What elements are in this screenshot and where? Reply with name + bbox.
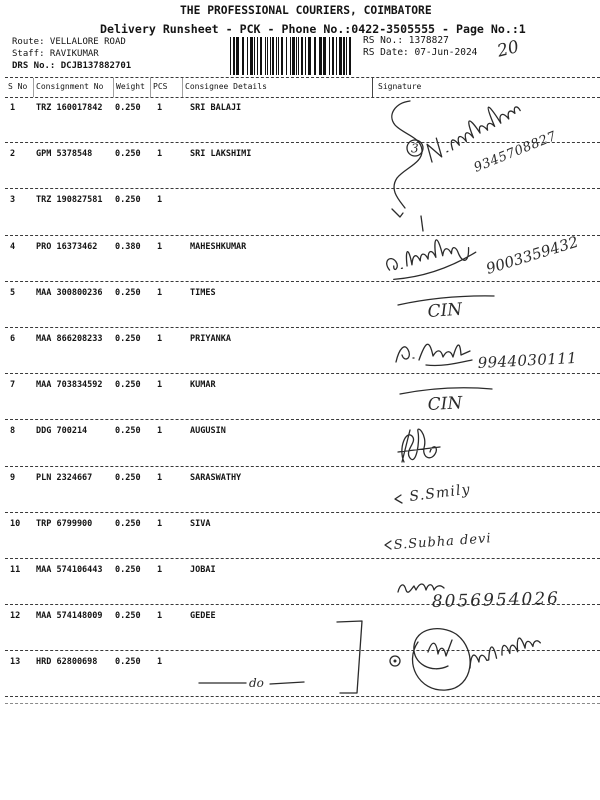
barcode-bar xyxy=(314,37,316,75)
pcs-cell: 1 xyxy=(157,287,163,298)
table-row xyxy=(0,143,600,189)
barcode-bar xyxy=(250,37,253,75)
consignee-cell: SIVA xyxy=(190,518,211,529)
barcode-bar xyxy=(242,37,244,75)
table-row xyxy=(0,513,600,559)
weight-cell: 0.250 xyxy=(115,333,141,344)
table-row xyxy=(0,559,600,605)
barcode-graphic xyxy=(228,37,355,75)
weight-cell: 0.250 xyxy=(115,195,141,206)
barcode-bar xyxy=(296,37,297,75)
sno-cell: 9 xyxy=(10,472,16,483)
pcs-cell: 1 xyxy=(157,657,163,668)
handwritten-page-mark: 20 xyxy=(495,36,522,62)
table-row xyxy=(0,236,600,282)
row9-handwritten-signature: S.Smily xyxy=(408,481,472,505)
row11-handwritten-phone: 8056954026 xyxy=(431,588,561,612)
table-row xyxy=(0,374,600,420)
barcode-bar xyxy=(343,37,345,75)
barcode-bar xyxy=(329,37,330,75)
barcode-bar xyxy=(233,37,235,75)
consignment-no-cell: MAA 703834592 xyxy=(36,380,103,391)
pcs-cell: 1 xyxy=(157,518,163,529)
consignment-no-cell: TRZ 160017842 xyxy=(36,103,103,113)
column-header-consignee: Consignee Details xyxy=(185,82,267,91)
staff-label: Staff: RAVIKUMAR xyxy=(12,49,99,59)
drs-number: DRS No.: DCJB137882701 xyxy=(12,61,132,71)
column-header-weight: Weight xyxy=(116,82,145,91)
route-label: Route: VELLALORE ROAD xyxy=(12,37,126,47)
barcode-bar xyxy=(272,37,274,75)
pcs-cell: 1 xyxy=(157,149,163,160)
sno-cell: 4 xyxy=(10,241,16,252)
consignment-no-cell: TRP 6799900 xyxy=(36,518,93,529)
consignment-no-cell: PRO 16373462 xyxy=(36,241,98,252)
barcode-bar xyxy=(230,37,231,75)
barcode-bar xyxy=(301,37,303,75)
company-title: THE PROFESSIONAL COURIERS, COIMBATORE xyxy=(180,4,432,17)
pcs-cell: 1 xyxy=(157,195,163,206)
consignee-cell: AUGUSIN xyxy=(190,426,226,437)
barcode-bar xyxy=(236,37,239,75)
consignment-no-cell: HRD 62800698 xyxy=(36,657,98,668)
consignment-no-cell: DDG 700214 xyxy=(36,426,88,437)
consignment-no-cell: MAA 574148009 xyxy=(36,611,103,622)
barcode-bar xyxy=(290,37,291,75)
barcode-bar xyxy=(308,37,311,75)
consignee-cell: GEDEE xyxy=(190,611,216,622)
pcs-cell: 1 xyxy=(157,472,163,483)
row7-handwritten-note: CIN xyxy=(427,393,463,415)
sno-cell: 12 xyxy=(10,611,21,622)
barcode-bar xyxy=(332,37,334,75)
consignee-cell: SARASWATHY xyxy=(190,472,242,483)
weight-cell: 0.250 xyxy=(115,564,141,575)
table-row xyxy=(0,189,600,235)
row4-handwritten-phone: 9003359432 xyxy=(483,232,581,278)
sno-cell: 1 xyxy=(10,103,16,113)
consignee-cell: KUMAR xyxy=(190,380,216,391)
column-divider xyxy=(182,78,183,97)
row6-handwritten-phone: 9944030111 xyxy=(477,348,578,372)
barcode-bar xyxy=(278,37,279,75)
column-divider xyxy=(33,78,34,97)
consignment-no-cell: MAA 574106443 xyxy=(36,564,103,575)
sno-cell: 3 xyxy=(10,195,16,206)
barcode-bar xyxy=(257,37,258,75)
pcs-cell: 1 xyxy=(157,564,163,575)
barcode-bar xyxy=(281,37,283,75)
consignee-cell: SRI BALAJI xyxy=(190,103,242,113)
barcode-bar xyxy=(292,37,295,75)
barcode-bar xyxy=(260,37,262,75)
barcode-bar xyxy=(319,37,322,75)
weight-cell: 0.250 xyxy=(115,426,141,437)
table-row xyxy=(0,282,600,328)
weight-cell: 0.250 xyxy=(115,611,141,622)
table-row xyxy=(0,328,600,374)
barcode-bar xyxy=(286,37,287,75)
pcs-cell: 1 xyxy=(157,380,163,391)
table-header xyxy=(0,77,600,97)
weight-cell: 0.250 xyxy=(115,472,141,483)
consignment-no-cell: MAA 300800236 xyxy=(36,287,103,298)
consignee-cell: SRI LAKSHIMI xyxy=(190,149,252,160)
barcode-bar xyxy=(254,37,255,75)
column-divider xyxy=(113,78,114,97)
barcode-bar xyxy=(276,37,277,75)
sno-cell: 11 xyxy=(10,564,21,575)
sno-cell: 7 xyxy=(10,380,16,391)
sno-cell: 13 xyxy=(10,657,21,668)
table-end-rule xyxy=(5,703,600,704)
table-row xyxy=(0,467,600,513)
barcode-bar xyxy=(349,37,351,75)
consignment-no-cell: GPM 5378548 xyxy=(36,149,93,160)
consignment-no-cell: MAA 866208233 xyxy=(36,333,103,344)
sno-cell: 10 xyxy=(10,518,21,529)
pcs-cell: 1 xyxy=(157,103,163,113)
rs-number: RS No.: 1378827 xyxy=(363,35,449,46)
sno-cell: 8 xyxy=(10,426,16,437)
table-row xyxy=(0,651,600,697)
consignee-cell: JOBAI xyxy=(190,564,216,575)
sno-cell: 5 xyxy=(10,287,16,298)
pcs-cell: 1 xyxy=(157,426,163,437)
barcode-bar xyxy=(305,37,306,75)
barcode-bar xyxy=(346,37,347,75)
weight-cell: 0.250 xyxy=(115,657,141,668)
weight-cell: 0.250 xyxy=(115,287,141,298)
weight-cell: 0.250 xyxy=(115,149,141,160)
barcode-bar xyxy=(339,37,342,75)
row13-handwritten-ditto: do xyxy=(249,676,264,690)
weight-cell: 0.380 xyxy=(115,241,141,252)
barcode-bar xyxy=(323,37,326,75)
table-row xyxy=(0,420,600,466)
row5-handwritten-note: CIN xyxy=(426,299,463,322)
rs-date: RS Date: 07-Jun-2024 xyxy=(363,47,478,58)
consignee-cell: MAHESHKUMAR xyxy=(190,241,247,252)
barcode-bar xyxy=(247,37,248,75)
pcs-cell: 1 xyxy=(157,333,163,344)
weight-cell: 0.250 xyxy=(115,380,141,391)
barcode-bar xyxy=(270,37,271,75)
barcode-bar xyxy=(265,37,266,75)
row10-handwritten-signature: S.Subha devi xyxy=(393,531,492,553)
column-header-consignment: Consignment No xyxy=(36,82,104,91)
sno-cell: 2 xyxy=(10,149,16,160)
column-divider xyxy=(150,78,151,97)
row1-handwritten-phone: 9345708827 xyxy=(471,128,559,176)
table-row xyxy=(0,97,600,143)
weight-cell: 0.250 xyxy=(115,518,141,529)
pcs-cell: 1 xyxy=(157,241,163,252)
sno-cell: 6 xyxy=(10,333,16,344)
barcode-bar xyxy=(336,37,337,75)
table-row xyxy=(0,605,600,651)
barcode-bar xyxy=(298,37,299,75)
consignment-no-cell: TRZ 190827581 xyxy=(36,195,103,206)
column-header-sno: S No xyxy=(8,82,28,91)
consignment-no-cell: PLN 2324667 xyxy=(36,472,93,483)
circled-count-text: 3 xyxy=(411,141,419,156)
runsheet-table xyxy=(0,97,600,697)
column-header-pcs: PCS xyxy=(153,82,168,91)
barcode xyxy=(228,37,355,75)
pcs-cell: 1 xyxy=(157,611,163,622)
weight-cell: 0.250 xyxy=(115,103,141,113)
runsheet-subtitle: Delivery Runsheet - PCK - Phone No.:0422-3505555 - Page No.:1 xyxy=(100,22,526,36)
barcode-bar xyxy=(267,37,268,75)
consignee-cell: PRIYANKA xyxy=(190,333,231,344)
signature-column-divider xyxy=(372,78,373,97)
column-header-signature: Signature xyxy=(378,82,422,91)
consignee-cell: TIMES xyxy=(190,287,216,298)
